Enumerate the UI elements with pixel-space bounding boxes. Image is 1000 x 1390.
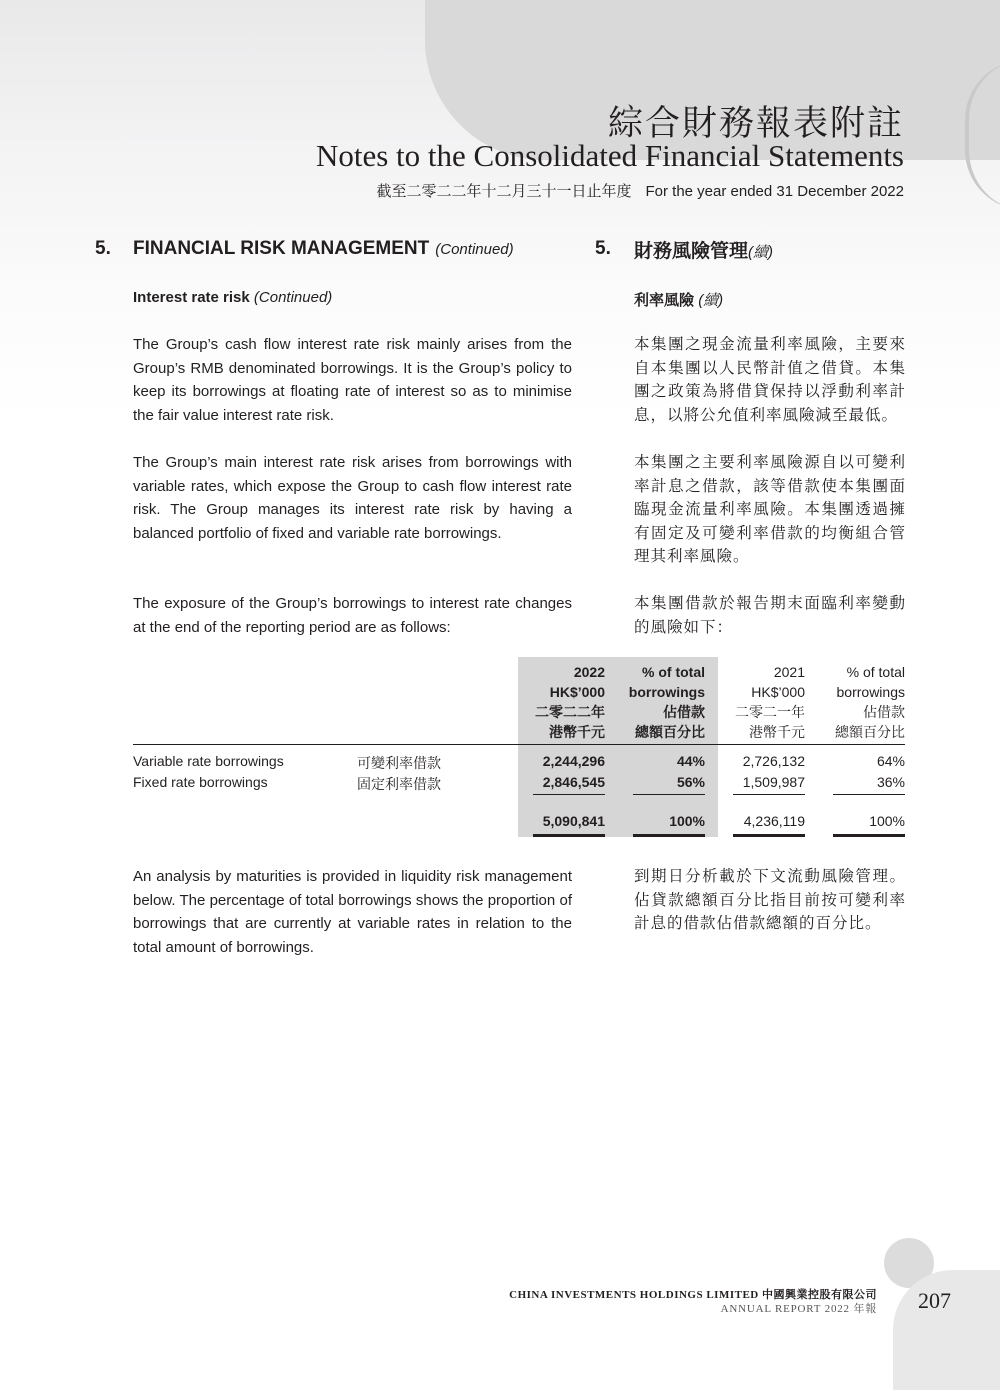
- paragraph-4-zh: 到期日分析載於下文流動風險管理。佔貸款總額百分比指目前按可變利率計息的借款佔借款總額的百分比。: [634, 868, 906, 932]
- column-header-2021: [735, 662, 805, 742]
- cell-fixed-pct-2021: 36%: [876, 774, 905, 790]
- total-pct-2021: 100%: [869, 813, 905, 829]
- section-title-zh: [634, 236, 773, 263]
- column-header-2022: [535, 662, 605, 742]
- section-number-en: 5.: [95, 238, 111, 259]
- subtotal-rule: [633, 794, 705, 795]
- cell-fixed-2021: 1,509,987: [742, 774, 805, 790]
- subsection-title-zh: [634, 289, 723, 310]
- footer-report: ANNUAL REPORT 2022 年報: [720, 1303, 877, 1315]
- row-label-variable-en: Variable rate borrowings: [133, 753, 284, 769]
- section-title-en: [133, 238, 514, 260]
- section-number-zh: 5.: [595, 238, 611, 259]
- total-pct-2022: 100%: [669, 813, 705, 829]
- paragraph-3-zh: 本集團借款於報告期末面臨利率變動的風險如下：: [634, 595, 906, 636]
- header-line: 總額百分比: [635, 724, 705, 740]
- page-title-en: Notes to the Consolidated Financial Statements: [315, 138, 904, 173]
- header-line: 港幣千元: [549, 724, 605, 740]
- total-double-rule: [833, 834, 905, 837]
- paragraph-1-zh: 本集團之現金流量利率風險，主要來自本集團以人民幣計值之借貸。本集團之政策為將借貸保持以浮動利率計息，以將公允值利率風險減至最低。: [634, 336, 906, 424]
- paragraph-3-en: The exposure of the Group’s borrowings to interest rate changes at the end of the reporting period are as follows:: [133, 595, 572, 636]
- total-double-rule: [633, 834, 705, 837]
- cell-variable-pct-2022: 44%: [676, 753, 705, 769]
- subsection-title-zh-text: 利率風險: [634, 292, 695, 309]
- header-line: 2021: [773, 664, 805, 680]
- paragraph-4-en: An analysis by maturities is provided in liquidity risk management below. The percentage of total borrowings shows the proportion of borrowings that are currently at variable rates in relation to the total amount of borrowings.: [133, 868, 572, 956]
- cell-fixed-2022: 2,846,545: [542, 774, 605, 790]
- column-header-pct-2022: [629, 662, 705, 742]
- header-line: 總額百分比: [835, 724, 905, 740]
- page-title-zh: 綜合財務報表附註: [607, 104, 904, 144]
- column-header-pct-2021: [835, 662, 905, 742]
- header-line: % of total: [642, 664, 705, 680]
- row-label-fixed-zh: 固定利率借款: [357, 776, 441, 792]
- header-line: 佔借款: [863, 704, 905, 720]
- row-label-fixed-en: Fixed rate borrowings: [133, 774, 268, 790]
- header-line: 港幣千元: [749, 724, 805, 740]
- header-line: HK$’000: [549, 684, 605, 700]
- cell-fixed-pct-2022: 56%: [676, 774, 705, 790]
- header-line: % of total: [846, 664, 905, 680]
- header-line: 二零二二年: [535, 704, 605, 720]
- section-title-en-text: FINANCIAL RISK MANAGEMENT: [133, 238, 430, 259]
- header-line: borrowings: [628, 684, 705, 700]
- table-header-rule: [133, 744, 905, 745]
- paragraph-2-en: The Group’s main interest rate risk arises from borrowings with variable rates, which expose the Group to cash flow interest rate risk. The Group manages its interest rate risk by having a balanced portfolio of fixed and variable rate borrowings.: [133, 454, 572, 542]
- subtotal-rule: [733, 794, 805, 795]
- header-line: HK$’000: [751, 684, 805, 700]
- page-number: 207: [918, 1288, 951, 1313]
- section-continued-zh: (續): [748, 244, 774, 261]
- paragraph-1-en: The Group’s cash flow interest rate risk mainly arises from the Group’s RMB denominated borrowings. It is the Group’s policy to keep its borrowings at floating rate of interest so as to minimise the fair value interest rate risk.: [133, 336, 572, 424]
- total-double-rule: [533, 834, 605, 837]
- reporting-period: [376, 180, 904, 201]
- subsection-title-en-text: Interest rate risk: [133, 289, 250, 306]
- reporting-period-zh: 截至二零二二年十二月三十一日止年度: [376, 183, 632, 200]
- footer-company: CHINA INVESTMENTS HOLDINGS LIMITED 中國興業控股有限公司: [509, 1289, 877, 1301]
- total-double-rule: [733, 834, 805, 837]
- header-line: borrowings: [836, 684, 905, 700]
- subsection-title-en: [133, 289, 332, 306]
- cell-variable-2022: 2,244,296: [542, 753, 605, 769]
- reporting-period-en: For the year ended 31 December 2022: [645, 183, 904, 200]
- header-line: 佔借款: [663, 704, 705, 720]
- row-label-variable-zh: 可變利率借款: [357, 755, 441, 771]
- subsection-continued-zh: (續): [698, 292, 724, 309]
- subtotal-rule: [833, 794, 905, 795]
- section-continued-en: (Continued): [435, 241, 514, 258]
- subtotal-rule: [533, 794, 605, 795]
- total-2022: 5,090,841: [542, 813, 605, 829]
- section-title-zh-text: 財務風險管理: [634, 241, 749, 262]
- paragraph-2-zh: 本集團之主要利率風險源自以可變利率計息之借款，該等借款使本集團面臨現金流量利率風險。本集團透過擁有固定及可變利率借款的均衡組合管理其利率風險。: [634, 454, 906, 565]
- cell-variable-pct-2021: 64%: [876, 753, 905, 769]
- header-line: 2022: [573, 664, 605, 680]
- subsection-continued-en: (Continued): [253, 289, 333, 306]
- cell-variable-2021: 2,726,132: [742, 753, 805, 769]
- header-line: 二零二一年: [735, 704, 805, 720]
- total-2021: 4,236,119: [743, 813, 805, 829]
